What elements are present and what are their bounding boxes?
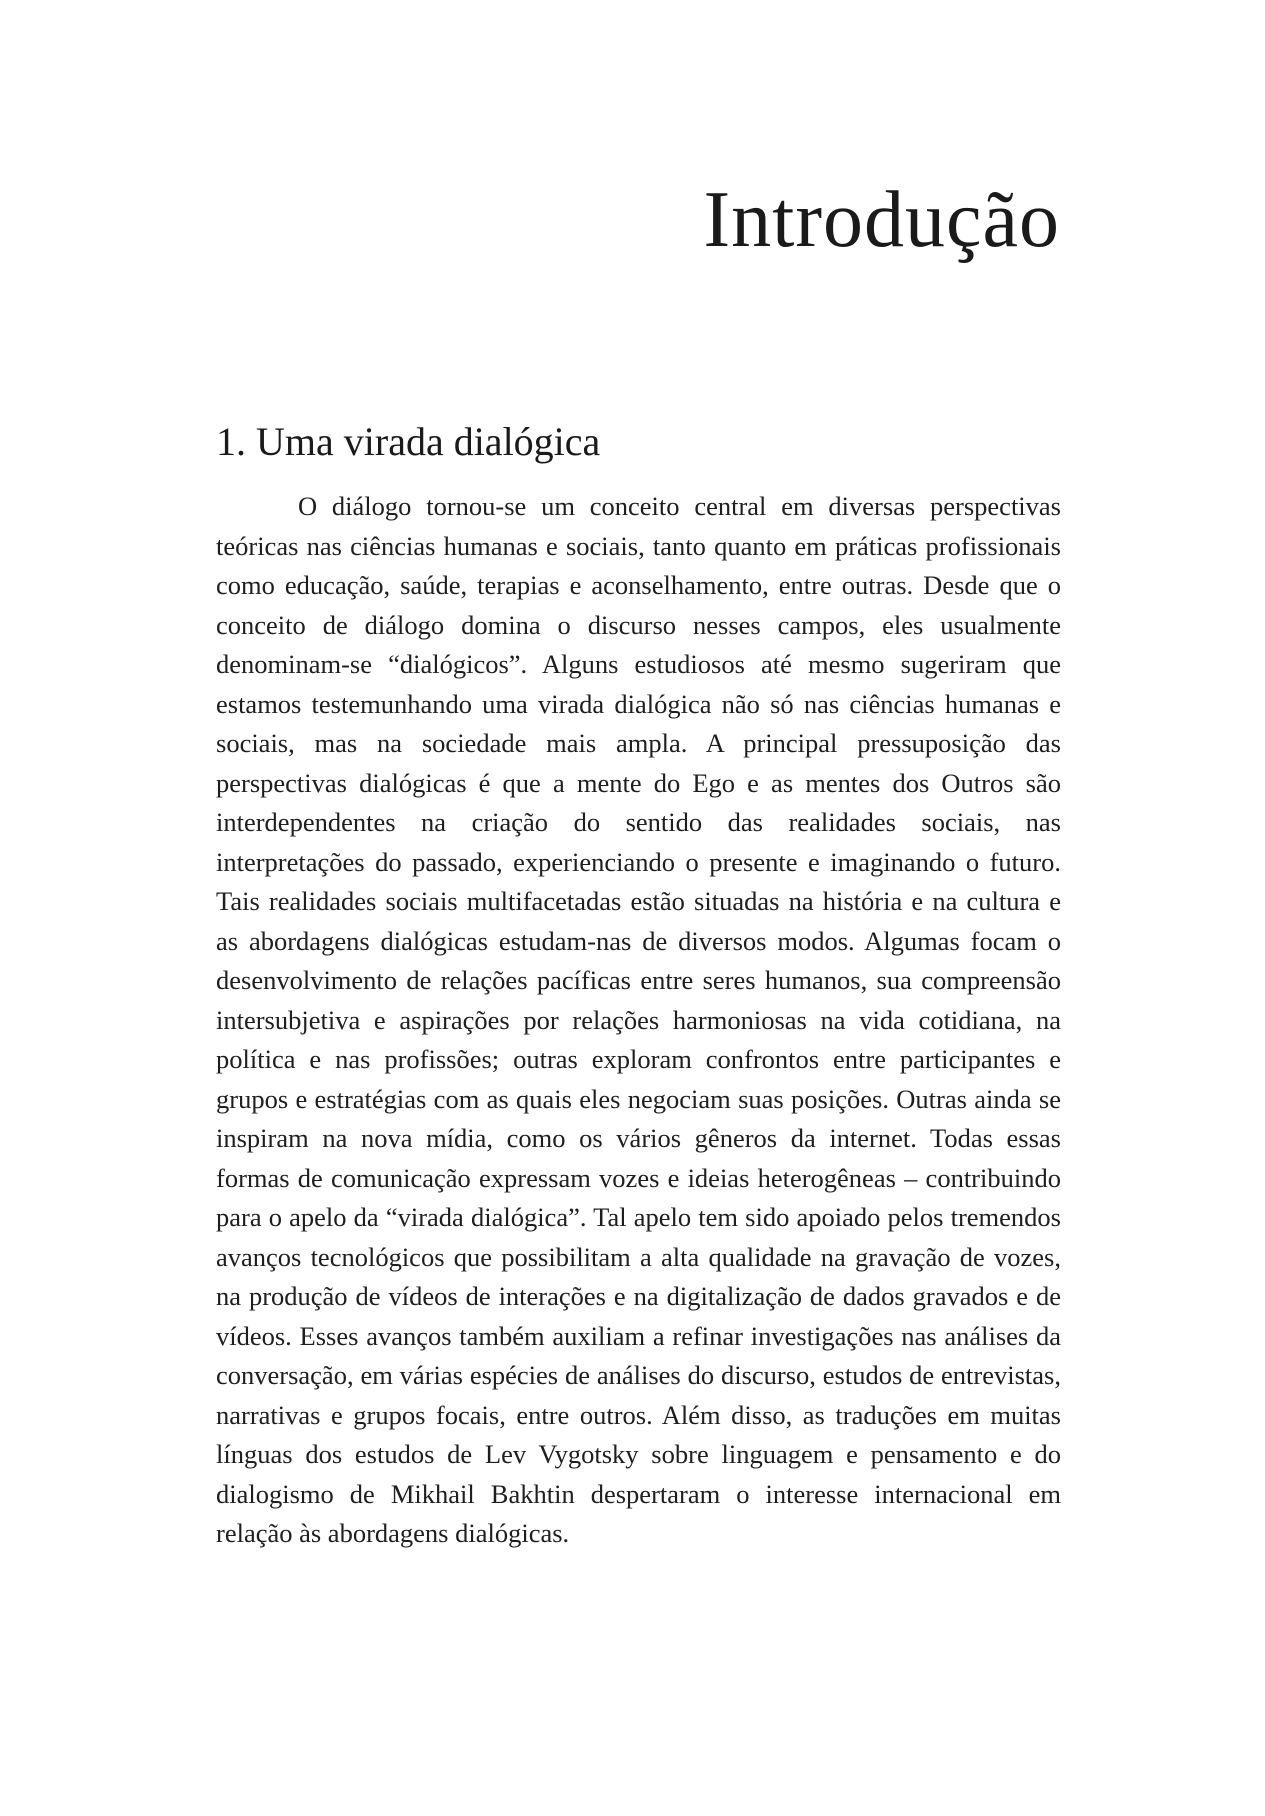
body-paragraph: O diálogo tornou-se um conceito central em diversas perspectivas teóricas nas ciências humanas e sociais, tanto quanto em práticas profissionais como educação, saúde, terapias e aconselhamento, entre outras. Desde que o conceito de diálogo domina o discurso nesses campos, eles usualmente denominam-se “dialógicos”. Alguns estudiosos até mesmo sugeriram que estamos testemunhando uma virada dialógica não só nas ciências humanas e sociais, mas na sociedade mais ampla. A principal pressuposição das perspectivas dialógicas é que a mente do Ego e as mentes dos Outros são interdependentes na criação do sentido das realidades sociais, nas interpretações do passado, experienciando o presente e imaginando o futuro. Tais realidades sociais multifacetadas estão situadas na história e na cultura e as abordagens dialógicas estudam-nas de diversos modos. Algumas focam o desenvolvimento de relações pacíficas entre seres humanos, sua compreensão intersubjetiva e aspirações por relações harmoniosas na vida cotidiana, na política e nas profissões; outras exploram confrontos entre participantes e grupos e estratégias com as quais eles negociam suas posições. Outras ainda se inspiram na nova mídia, como os vários gêneros da internet. Todas essas formas de comunicação expressam vozes e ideias heterogêneas – contribuindo para o apelo da “virada dialógica”. Tal apelo tem sido apoiado pelos tremendos avanços tecnológicos que possibilitam a alta qualidade na gravação de vozes, na produção de vídeos de interações e na digitalização de dados gravados e de vídeos. Esses avanços também auxiliam a refinar investigações nas análises da conversação, em várias espécies de análises do discurso, estudos de entrevistas, narrativas e grupos focais, entre outros. Além disso, as traduções em muitas línguas dos estudos de Lev Vygotsky sobre linguagem e pensamento e do dialogismo de Mikhail Bakhtin despertaram o interesse internacional em relação às abordagens dialógicas. [216, 491, 1061, 1548]
chapter-title: Introdução [703, 176, 1060, 264]
section-title: 1. Uma virada dialógica [216, 419, 601, 464]
